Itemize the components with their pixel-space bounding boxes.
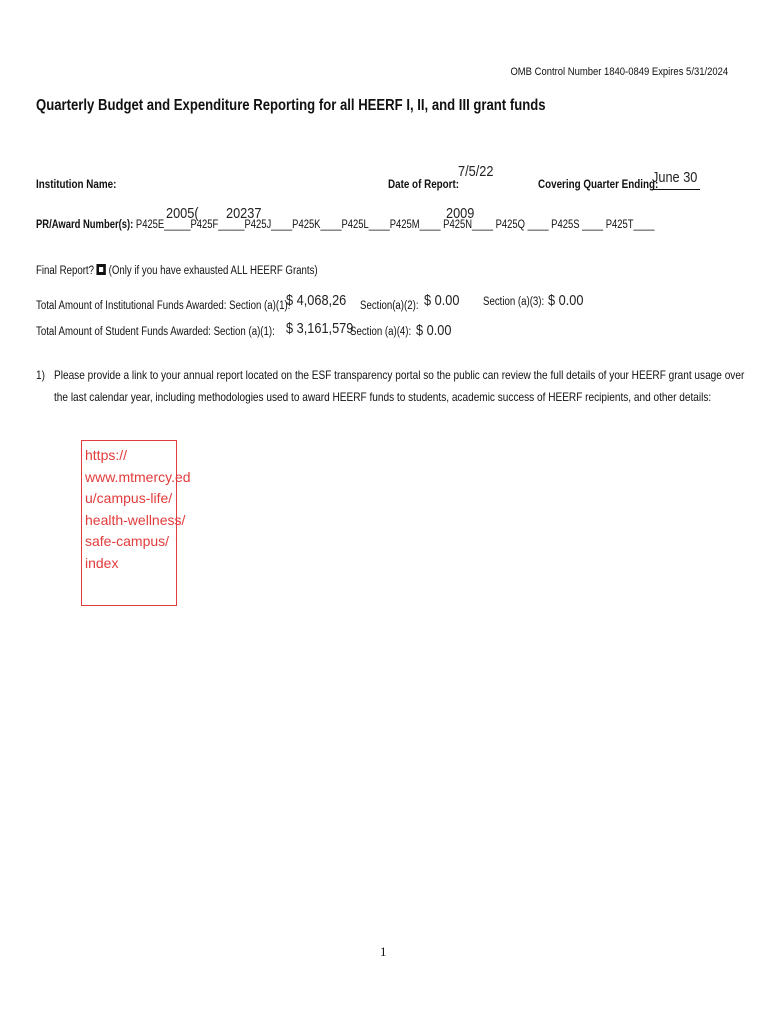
page-title: Quarterly Budget and Expenditure Reporting for all HEERF I, II, and III grant funds [36,97,546,114]
student-funds-field[interactable]: $ 3,161,579 [286,320,354,337]
link-line: safe-campus/ [85,533,170,549]
institution-name-label: Institution Name: [36,177,117,191]
section-a4-label: Section (a)(4): [350,326,412,338]
institutional-funds-field[interactable]: $ 4,068,26 [286,292,347,309]
section-a3-label: Section (a)(3): [483,296,545,308]
final-report-line [36,264,318,277]
link-line: www.mtmercy.ed [85,468,191,485]
section-a3-field[interactable]: $ 0.00 [548,292,584,309]
student-funds-label: Total Amount of Student Funds Awarded: Section (a)(1): [36,326,275,338]
final-report-checkbox[interactable] [97,264,106,275]
section-a2-label: Section(a)(2): [360,300,419,312]
final-report-label: Final Report? [36,265,97,277]
award-p425f-field[interactable]: 20237 [226,205,262,222]
award-p425e-field[interactable]: 2005( [166,205,199,222]
annual-report-link-field[interactable] [81,440,191,606]
link-line: index [85,554,119,571]
award-codes: P425E_____P425F_____P425J____P425K____P425L____P425M____ P425N____ P425Q ____ P425S ____ P425T____ [133,219,655,231]
question-1-number: 1) [36,368,45,382]
question-1-text-line-1: Please provide a link to your annual report located on the ESF transparency portal so the public can review the full details of your HEERF grant usage over [54,368,745,382]
link-line: https:// [85,447,128,463]
award-numbers-label: PR/Award Number(s): [36,219,134,231]
covering-quarter-label: Covering Quarter Ending: [538,177,659,191]
link-line: health-wellness/ [85,511,186,528]
section-a4-field[interactable]: $ 0.00 [416,322,452,339]
link-line: u/campus-life/ [85,490,173,506]
page-number: 1 [380,944,387,959]
omb-control-number: OMB Control Number 1840-0849 Expires 5/31/2024 [510,66,728,78]
covering-quarter-field[interactable]: June 30 [652,169,698,186]
institutional-funds-label: Total Amount of Institutional Funds Awarded: Section (a)(1): [36,300,291,312]
final-report-note: (Only if you have exhausted ALL HEERF Grants) [105,265,318,277]
question-1-text-line-2: the last calendar year, including methodologies used to award HEERF funds to students, academic success of HEERF recipients, and other details: [54,390,712,404]
award-numbers-line [36,219,654,231]
date-of-report-field[interactable]: 7/5/22 [458,163,494,180]
covering-quarter-underline [652,189,700,190]
section-a2-field[interactable]: $ 0.00 [424,292,460,309]
date-of-report-label: Date of Report: [388,177,460,191]
award-p425m-field[interactable]: 2009 [446,205,475,222]
